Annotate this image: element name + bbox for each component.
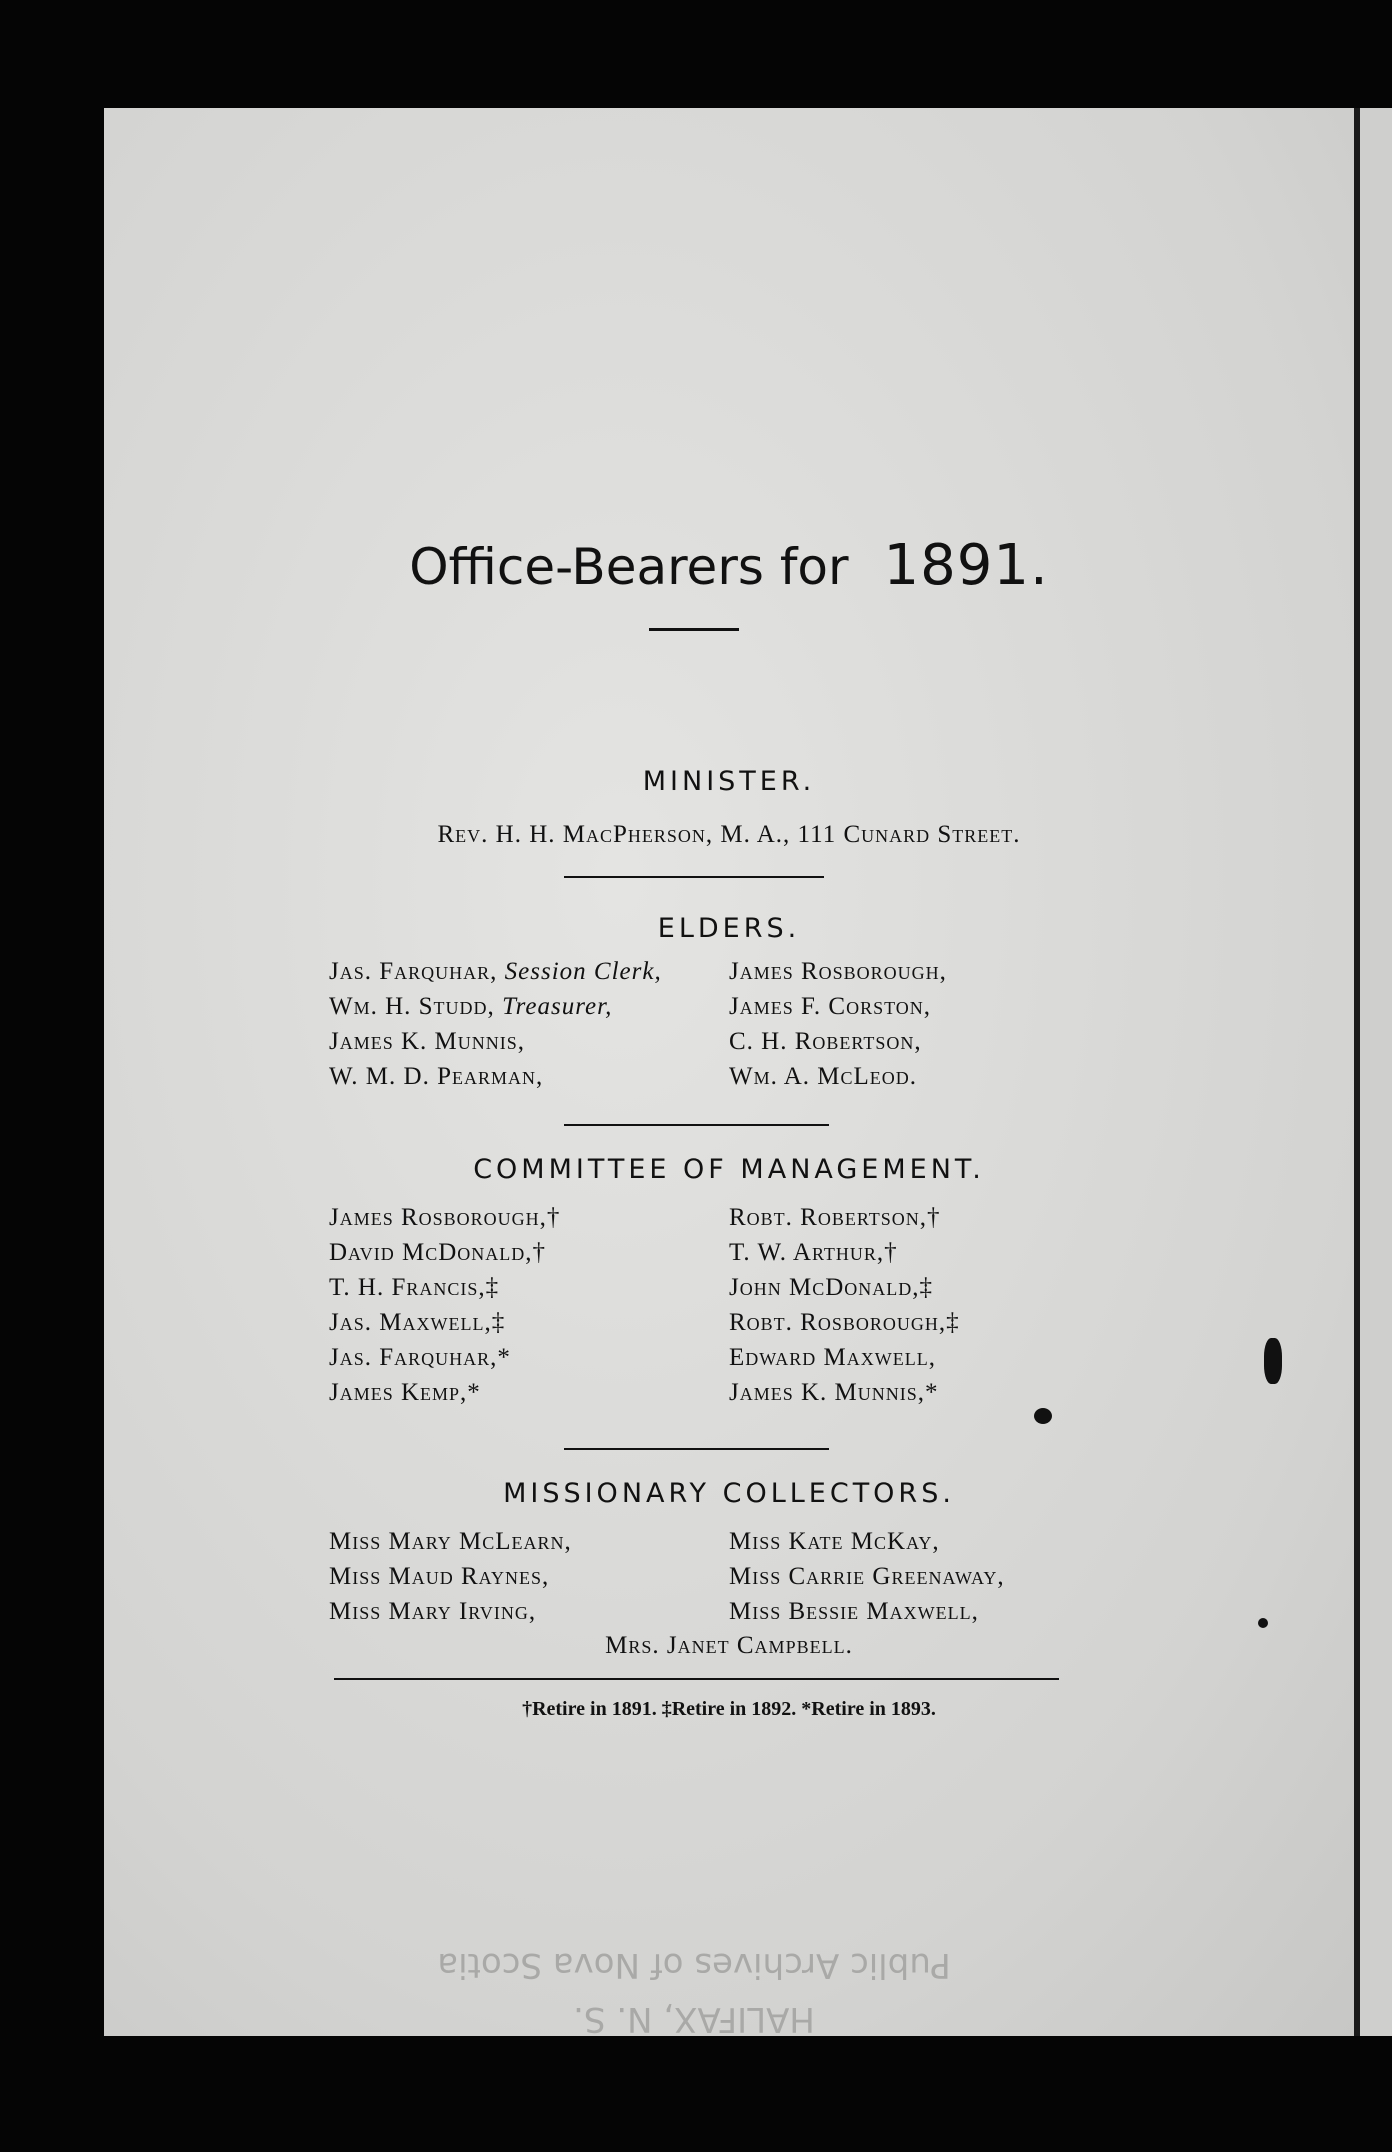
stamp-line-1: Public Archives of Nova Scotia [437,1945,951,1985]
committee-right-6: James K. Munnis,* [729,1379,939,1406]
committee-right-1: Robt. Robertson,† [729,1204,941,1231]
elder-left-2 [329,993,612,1021]
elder-name: Wm. H. Studd, [329,993,495,1020]
elder-right-3: C. H. Robertson, [729,1028,922,1055]
committee-right-4: Robt. Rosborough,‡ [729,1309,960,1336]
collector-left-2: Miss Maud Raynes, [329,1563,550,1590]
collector-right-1: Miss Kate McKay, [729,1528,940,1555]
committee-divider [564,1448,829,1450]
ink-blot [1034,1408,1052,1424]
collectors-heading: MISSIONARY COLLECTORS. [503,1478,955,1509]
facing-page-edge [1360,108,1392,2036]
elder-name: Jas. Farquhar, [329,958,498,985]
committee-left-4: Jas. Maxwell,‡ [329,1309,506,1336]
committee-right-2: T. W. Arthur,† [729,1239,898,1266]
document-page [104,108,1392,2039]
committee-left-3: T. H. Francis,‡ [329,1274,500,1301]
collector-left-1: Miss Mary McLearn, [329,1528,572,1555]
collector-left-3: Miss Mary Irving, [329,1598,537,1625]
committee-right-3: John McDonald,‡ [729,1274,934,1301]
elder-right-4: Wm. A. McLeod. [729,1063,918,1090]
retirement-footnote: †Retire in 1891. ‡Retire in 1892. *Retire in 1893. [522,1698,936,1720]
show-through-text [434,388,458,439]
stamp-line-2: HALIFAX, N. S. [573,1999,815,2039]
elder-role: Treasurer, [502,993,613,1020]
ink-blot [1258,1618,1268,1628]
elder-left-1 [329,958,662,986]
page-title [104,533,1354,598]
minister-heading: MINISTER. [642,766,816,797]
elder-left-3: James K. Munnis, [329,1028,526,1055]
minister-divider [564,876,824,878]
collector-last: Mrs. Janet Campbell. [605,1632,853,1659]
archive-stamp [434,1938,954,2046]
committee-left-5: Jas. Farquhar,* [329,1344,511,1371]
minister-line: Rev. H. H. MacPherson, M. A., 111 Cunard Street. [437,821,1021,848]
committee-left-6: James Kemp,* [329,1379,481,1406]
elders-divider [564,1124,829,1126]
elders-heading: ELDERS. [657,913,801,944]
collector-right-2: Miss Carrie Greenaway, [729,1563,1005,1590]
collector-right-3: Miss Bessie Maxwell, [729,1598,979,1625]
elder-right-1: James Rosborough, [729,958,947,985]
ink-blot [1264,1338,1282,1384]
page-spine [1354,108,1360,2036]
title-text: Office-Bearers for [409,538,849,596]
elder-left-4: W. M. D. Pearman, [329,1063,544,1090]
footnote-divider [334,1678,1059,1680]
committee-right-5: Edward Maxwell, [729,1344,936,1371]
title-year: 1891. [883,533,1049,598]
page-content [104,108,1354,2039]
committee-heading: COMMITTEE OF MANAGEMENT. [473,1154,985,1185]
committee-left-2: David McDonald,† [329,1239,547,1266]
committee-left-1: James Rosborough,† [329,1204,561,1231]
elder-role: Session Clerk, [504,958,662,985]
title-divider [649,628,739,631]
elder-right-2: James F. Corston, [729,993,931,1020]
